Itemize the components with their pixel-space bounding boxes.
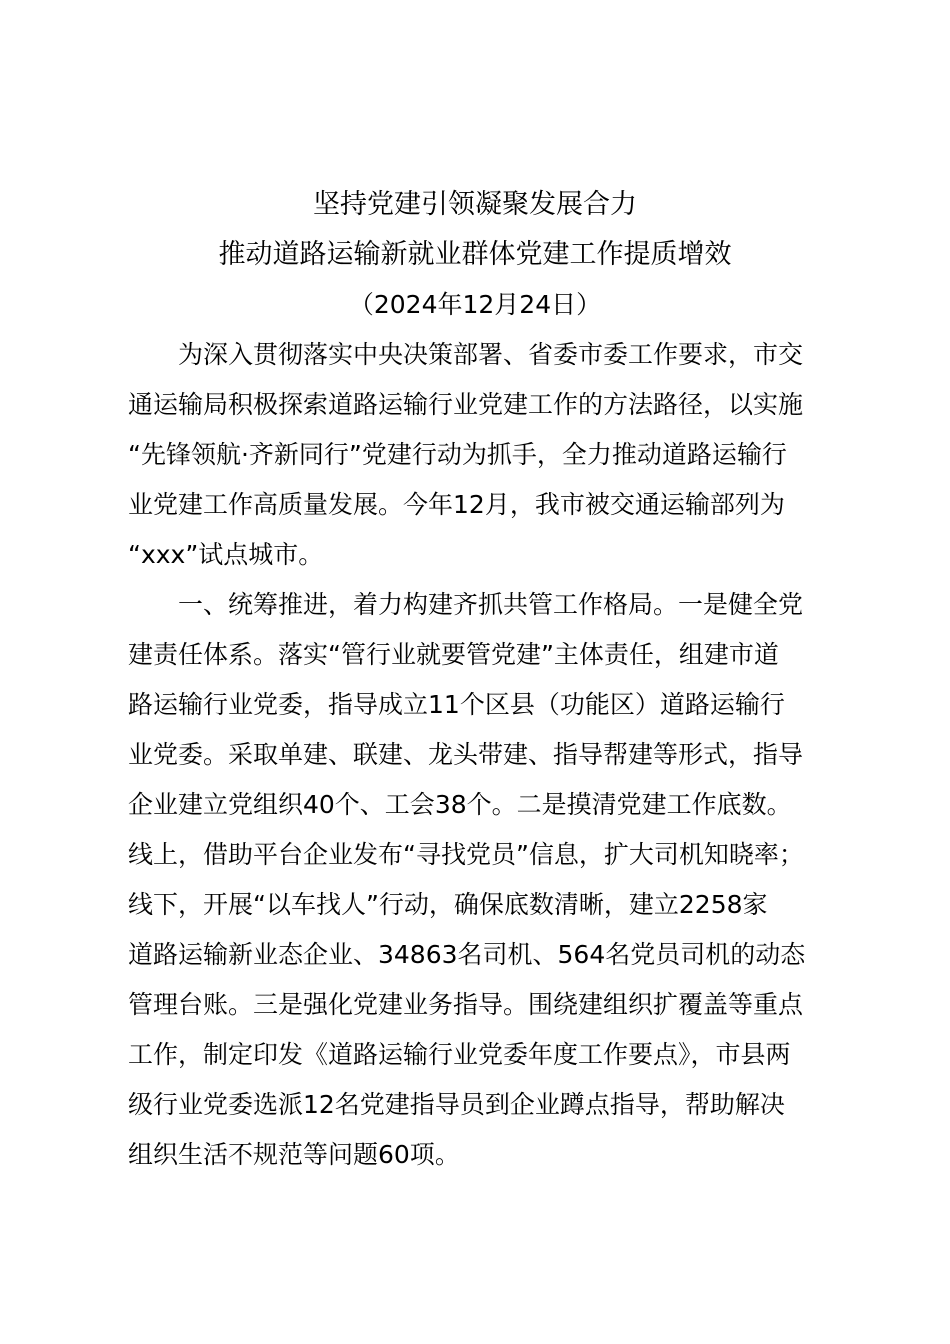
body-line: 建责任体系。落实“管行业就要管党建”主体责任，组建市道 <box>128 640 779 669</box>
body-line: 工作，制定印发《道路运输行业党委年度工作要点》，市县两 <box>128 1040 791 1069</box>
body-line: 业党建工作高质量发展。今年12月，我市被交通运输部列为 <box>128 490 785 519</box>
body-line: 通运输局积极探索道路运输行业党建工作的方法路径，以实施 <box>128 390 804 419</box>
body-line: 道路运输新业态企业、34863名司机、564名党员司机的动态 <box>128 940 806 969</box>
document-title: 坚持党建引领凝聚发展合力 <box>313 189 637 220</box>
section-heading-line: 一、统筹推进，着力构建齐抓共管工作格局。一是健全党 <box>178 590 804 619</box>
body-line: 企业建立党组织40个、工会38个。二是摸清党建工作底数。 <box>128 790 792 819</box>
body-line: “xxx”试点城市。 <box>128 540 324 569</box>
body-line: “先锋领航·齐新同行”党建行动为抓手，全力推动道路运输行 <box>128 440 787 469</box>
document-subtitle: 推动道路运输新就业群体党建工作提质增效 <box>218 239 732 270</box>
body-line: 路运输行业党委，指导成立11个区县（功能区）道路运输行 <box>128 690 785 719</box>
body-line: 为深入贯彻落实中央决策部署、省委市委工作要求，市交 <box>178 340 804 369</box>
body-line: 级行业党委选派12名党建指导员到企业蹲点指导，帮助解决 <box>128 1090 785 1119</box>
body-line: 线下，开展“以车找人”行动，确保底数清晰，建立2258家 <box>128 890 768 919</box>
document-date: （2024年12月24日） <box>348 290 602 319</box>
body-line: 业党委。采取单建、联建、龙头带建、指导帮建等形式，指导 <box>128 740 804 769</box>
body-line: 管理台账。三是强化党建业务指导。围绕建组织扩覆盖等重点 <box>128 990 804 1019</box>
body-line: 组织生活不规范等问题60项。 <box>128 1140 460 1169</box>
body-line: 线上，借助平台企业发布“寻找党员”信息，扩大司机知晓率； <box>128 840 804 869</box>
